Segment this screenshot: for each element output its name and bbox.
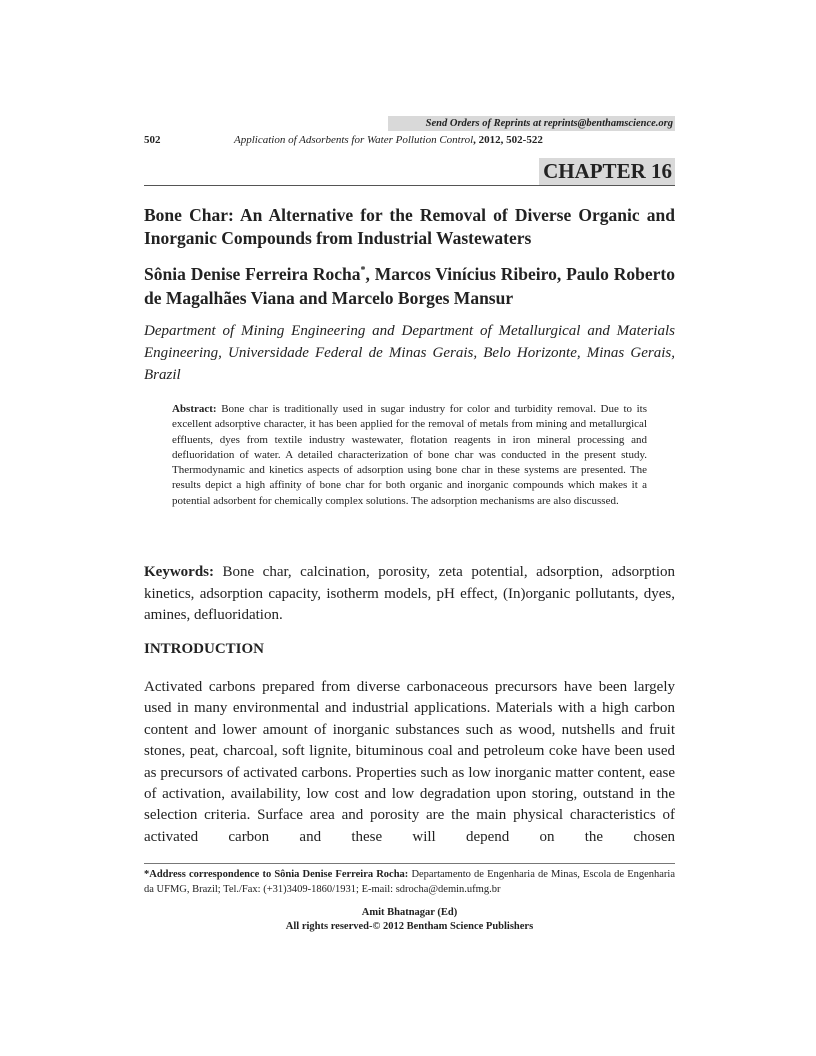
keywords-text: Bone char, calcination, porosity, zeta potential, adsorption, adsorption kinetics, adsorption capacity, isotherm models, pH effect, (In)organic pollutants, dyes, amines, defluoridation. <box>144 564 675 623</box>
correspondence-footnote <box>144 867 675 897</box>
footnote-label: *Address correspondence to Sônia Denise Ferreira Rocha: <box>144 869 409 880</box>
introduction-paragraph: Activated carbons prepared from diverse carbonaceous precursors have been largely used in many environmental and industrial applications. Materials with a high carbon content and lower amount of inorganic substances such as wood, nutshells and fruit stones, peat, charcoal, soft lignite, bituminous coal and petroleum coke have been used as precursors of activated carbons. Properties such as low inorganic matter content, ease of activation, availability, low cost and low degradation upon storing, outstand in the selection criteria. Surface area and porosity are the main physical characteristics of activated carbon and these will depend on the chosen <box>144 679 675 845</box>
copyright-notice: All rights reserved-© 2012 Bentham Science Publishers <box>285 921 534 932</box>
corresponding-author-mark: * <box>360 265 366 277</box>
section-heading-introduction: INTRODUCTION <box>144 641 265 657</box>
page-number: 502 <box>144 134 161 146</box>
abstract-label: Abstract: <box>172 403 217 415</box>
reprints-notice: Send Orders of Reprints at reprints@benthamscience.org <box>388 116 675 131</box>
header-divider <box>144 185 675 186</box>
paper-title: Bone Char: An Alternative for the Removal of Diverse Organic and Inorganic Compounds from Industrial Wastewaters <box>144 205 675 248</box>
keywords <box>144 562 675 627</box>
journal-year-pages: , 2012, 502-522 <box>473 134 543 146</box>
keywords-label: Keywords: <box>144 564 214 580</box>
chapter-label: CHAPTER 16 <box>539 158 675 185</box>
footnote-text: Departamento de Engenharia de Minas, Escola de Engenharia da UFMG, Brazil; Tel./Fax: (+31)3409-1860/1931; E-mail: sdrocha@demin.ufmg.br <box>144 869 675 895</box>
corresponding-author: Sônia Denise Ferreira Rocha <box>144 264 361 284</box>
footnote-divider <box>144 863 675 864</box>
author-list <box>144 262 675 310</box>
abstract <box>172 402 647 509</box>
abstract-text: Bone char is traditionally used in sugar industry for color and turbidity removal. Due to its excellent adsorptive character, it has been applied for the removal of metals from mining and metallurgical effluents, dyes from textile industry wastewater, flotation reagents in iron mineral processing and defluoridation of water. A detailed characterization of bone char was conducted in the present study. Thermodynamic and kinetics aspects of adsorption using bone char in these systems are presented. The results depict a high affinity of bone char for both organic and inorganic compounds which makes it a potential adsorbent for chemically complex solutions. The adsorption mechanisms are also discussed. <box>172 403 647 507</box>
co-authors: , Marcos Vinícius Ribeiro, Paulo Roberto de Magalhães Viana and Marcelo Borges Mansur <box>144 264 675 308</box>
editor-credit: Amit Bhatnagar (Ed) <box>361 907 458 918</box>
author-affiliation: Department of Mining Engineering and Department of Metallurgical and Materials Engineering, Universidade Federal de Minas Gerais, Belo Horizonte, Minas Gerais, Brazil <box>144 323 675 383</box>
journal-title: Application of Adsorbents for Water Pollution Control <box>234 134 474 146</box>
journal-citation <box>234 133 543 148</box>
